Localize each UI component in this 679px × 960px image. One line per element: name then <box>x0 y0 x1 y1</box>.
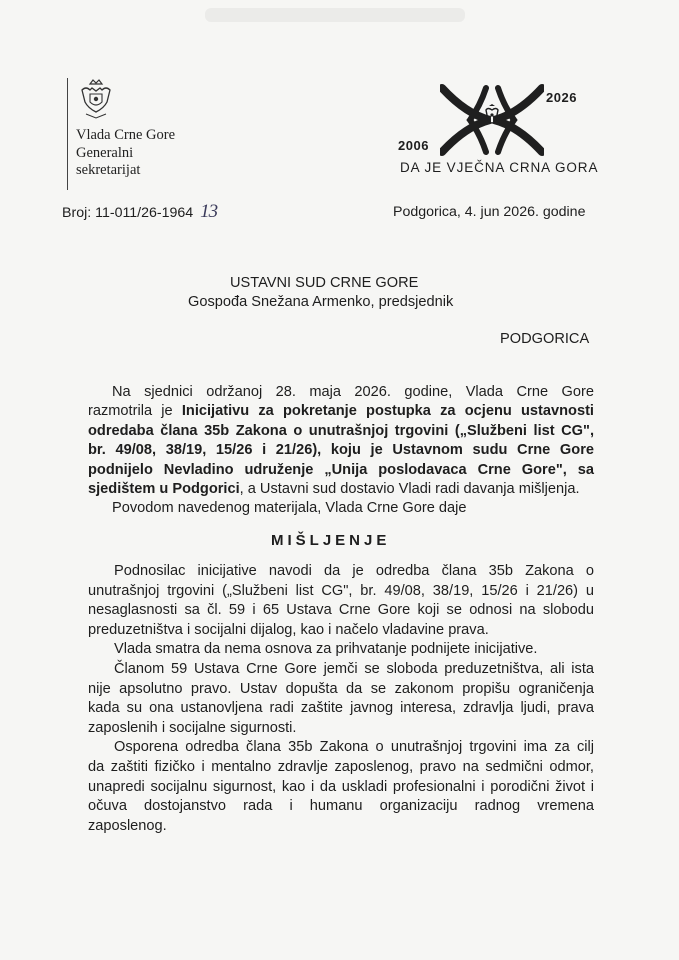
intro-text: , a Ustavni sud dostavio Vladi radi davanja mišljenja. <box>239 481 580 498</box>
body-line: zaposlenih i socijalne sigurnosti. <box>88 719 297 736</box>
handwritten-suffix: 13 <box>200 201 218 222</box>
org-unit-line1: Generalni <box>76 144 134 161</box>
org-name: Vlada Crne Gore <box>76 127 176 143</box>
body-line: Osporena odredba člana 35b Zakona o unutrašnjoj trgovini ima za cilj <box>114 739 594 756</box>
intro-paragraph <box>88 383 594 519</box>
body-line: nije apsolutno pravo. Ustav dopušta da se zakonom propišu ograničenja <box>88 680 594 697</box>
org-block <box>76 127 175 180</box>
body-line: unutrašnjoj trgovini („Službeni list CG", br. 49/08, 38/19, 15/26 i 21/26) u <box>88 582 594 599</box>
logo-year-end: 2026 <box>546 90 577 105</box>
anniversary-logo <box>398 82 598 182</box>
addressee-person: Gospođa Snežana Armenko, predsjednik <box>188 294 454 310</box>
header-divider <box>67 78 68 190</box>
body-line: preduzetništva i socijalni dijalog, kao i načelo vladavine prava. <box>88 621 489 638</box>
body-line: zaposlenog. <box>88 817 167 834</box>
intro-line: odredaba člana 35b Zakona o unutrašnjoj trgovini („Službeni list CG", <box>88 422 594 439</box>
place-date: Podgorica, 4. jun 2026. godine <box>393 204 586 220</box>
intro-line: podnijelo Nevladino udruženje „Unija poslodavaca Crne Gore", sa <box>88 461 594 478</box>
intro-bold-text: Inicijativu za pokretanje postupka za ocjenu ustavnosti <box>181 403 594 420</box>
intro-line: Povodom navedenog materijala, Vlada Crne Gore daje <box>112 500 467 517</box>
org-unit-line2: sekretarijat <box>76 162 141 178</box>
addressee-institution: USTAVNI SUD CRNE GORE <box>230 275 419 291</box>
reference-number <box>62 201 217 223</box>
intro-line: Na sjednici održanoj 28. maja 2026. godine, Vlada Crne Gore <box>112 384 594 400</box>
body-line: nesaglasnosti sa čl. 59 i 65 Ustava Crne Gore koji se odnosi na slobodu <box>88 602 594 619</box>
body-line: Članom 59 Ustava Crne Gore jemči se sloboda preduzetništva, ali ista <box>114 660 594 677</box>
intro-line: br. 49/08, 38/19, 15/26 i 21/26), koju je Ustavnom sudu Crne Gore <box>88 442 594 459</box>
body-line: kada su ona ustanovljena radi zaštite javnog interesa, zdravlja ljudi, prava <box>88 700 594 717</box>
body-line: da zaštiti fizičko i mentalno zdravlje zaposlenog, pravo na sedmični odmor, <box>88 758 594 775</box>
body-line: unapredi socijalnu sigurnost, kao i da uskladi profesionalni i porodični život i <box>88 778 594 795</box>
logo-year-start: 2006 <box>398 138 429 153</box>
intro-line <box>88 480 594 499</box>
logo-slogan: DA JE VJEČNA CRNA GORA <box>400 160 599 175</box>
intro-text: razmotrila je <box>88 403 182 420</box>
document-heading: MIŠLJENJE <box>271 532 391 549</box>
coat-of-arms-icon <box>76 78 116 122</box>
xx-emblem-icon <box>440 84 544 156</box>
intro-bold-text: sjedištem u Podgorici <box>88 481 240 498</box>
bleed-through-mark <box>205 8 465 22</box>
reference-number-text: Broj: 11-011/26-1964 <box>62 205 194 221</box>
addressee-city: PODGORICA <box>500 331 590 347</box>
body-text <box>88 562 594 836</box>
body-line: Vlada smatra da nema osnova za prihvatanje podnijete inicijative. <box>114 641 538 658</box>
intro-line <box>88 402 594 421</box>
body-line: Podnosilac inicijative navodi da je odredba člana 35b Zakona o <box>114 563 594 579</box>
body-line: očuva dostojanstvo rada i humanu organizaciju radnog vremena <box>88 798 594 815</box>
